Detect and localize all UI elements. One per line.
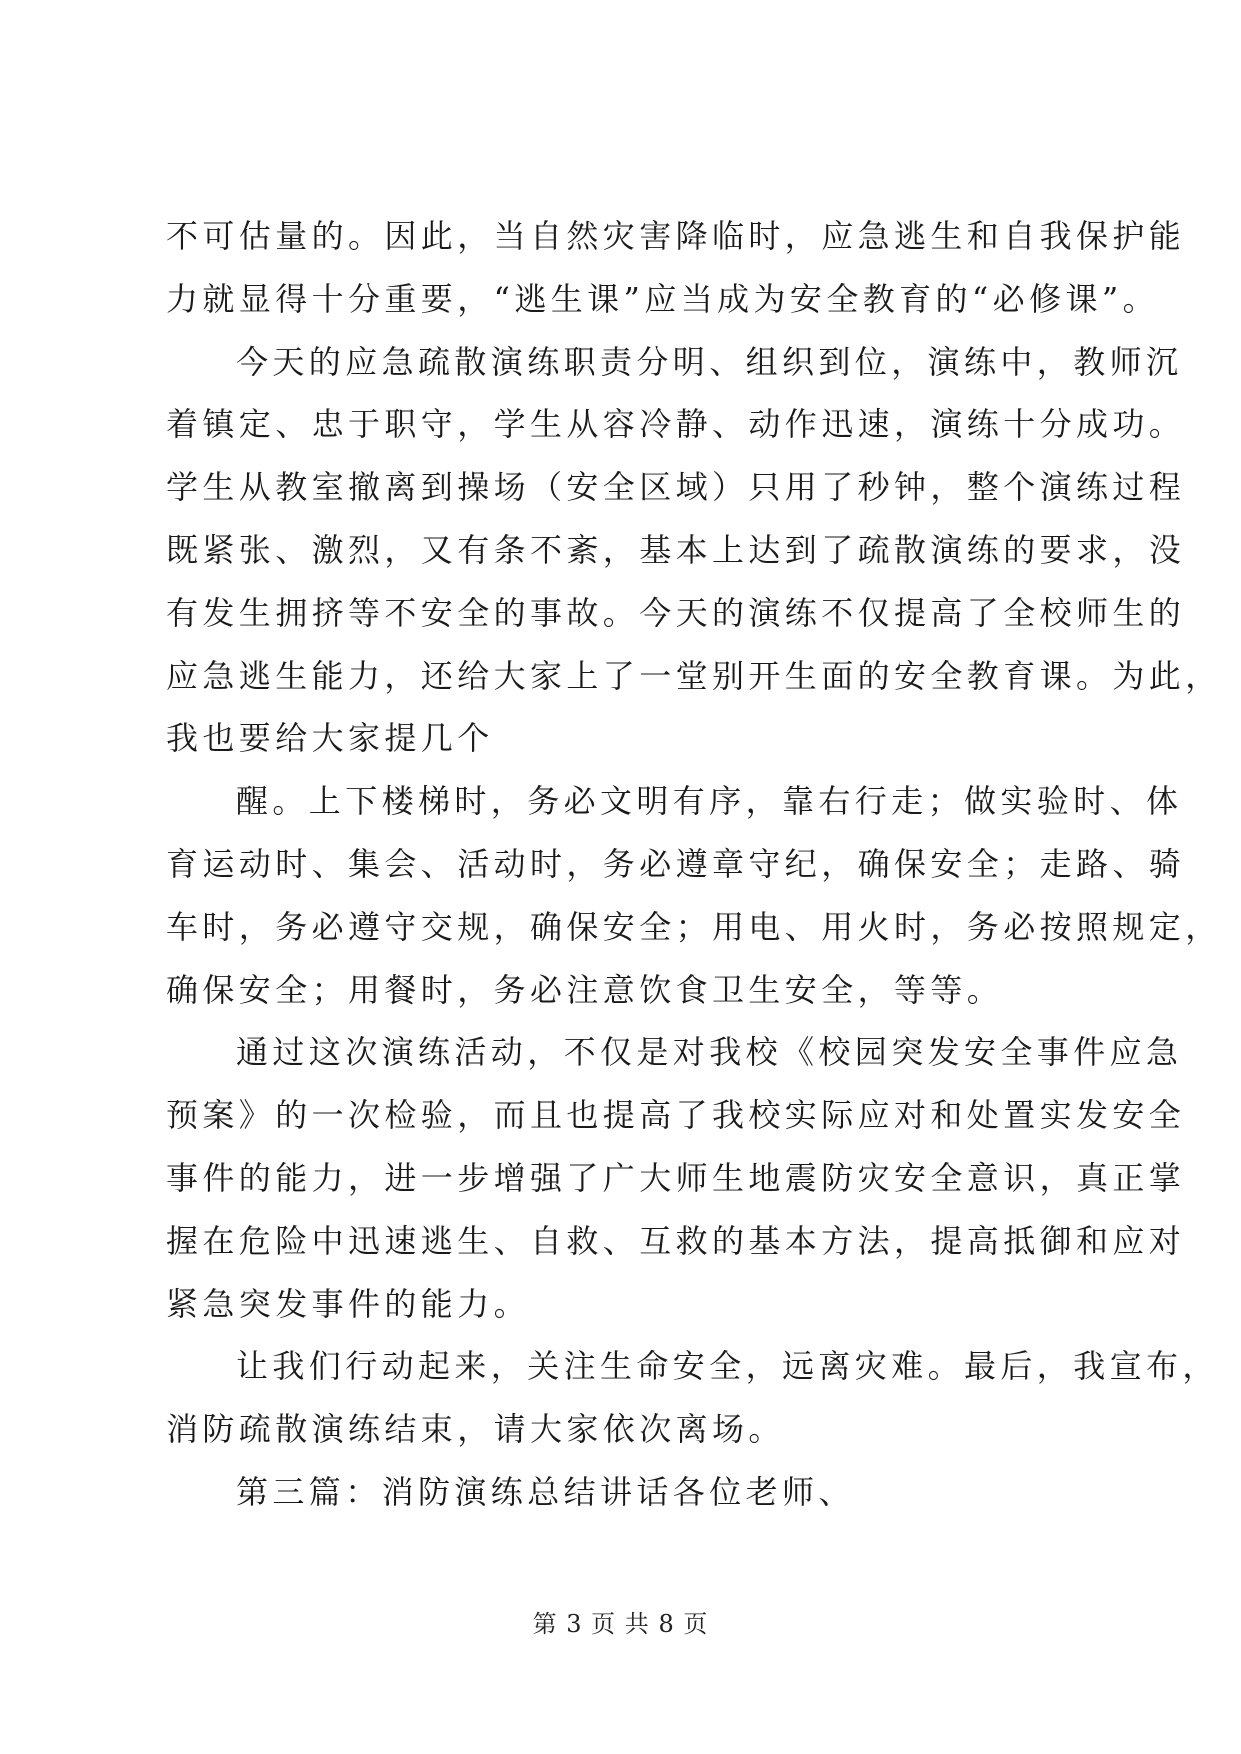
text-line: 应急逃生能力，还给大家上了一堂别开生面的安全教育课。为此， [166, 656, 1222, 695]
text-line: 力就显得十分重要，“逃生课”应当成为安全教育的“必修课”。 [166, 279, 1160, 318]
document-body [166, 205, 1222, 1524]
text-line: 学生从教室撤离到操场（安全区域）只用了秒钟，整个演练过程 [166, 468, 1186, 507]
section-heading-line: 第三篇：消防演练总结讲话各位老师、 [236, 1472, 855, 1511]
text-line: 预案》的一次检验，而且也提高了我校实际应对和处置实发安全 [166, 1096, 1186, 1135]
text-line: 有发生拥挤等不安全的事故。今天的演练不仅提高了全校师生的 [166, 593, 1186, 632]
paragraph-start-line: 醒。上下楼梯时，务必文明有序，靠右行走；做实验时、体 [236, 782, 1183, 821]
text-line: 着镇定、忠于职守，学生从容冷静、动作迅速，演练十分成功。 [166, 405, 1186, 444]
text-line: 既紧张、激烈，又有条不紊，基本上达到了疏散演练的要求，没 [166, 530, 1186, 569]
text-line: 不可估量的。因此，当自然灾害降临时，应急逃生和自我保护能 [166, 217, 1186, 255]
text-line: 紧急突发事件的能力。 [166, 1284, 531, 1323]
text-line: 育运动时、集会、活动时，务必遵章守纪，确保安全；走路、骑 [166, 844, 1186, 883]
page-number-footer: 第 3 页 共 8 页 [532, 1610, 709, 1638]
text-line: 确保安全；用餐时，务必注意饮食卫生安全，等等。 [166, 970, 1004, 1009]
text-line: 消防疏散演练结束，请大家依次离场。 [166, 1410, 785, 1449]
text-line: 握在危险中迅速逃生、自救、互救的基本方法，提高抵御和应对 [166, 1221, 1186, 1260]
paragraph-start-line: 让我们行动起来，关注生命安全，远离灾难。最后，我宣布， [236, 1347, 1219, 1386]
paragraph-start-line: 今天的应急疏散演练职责分明、组织到位，演练中，教师沉 [236, 342, 1183, 381]
text-line: 我也要给大家提几个 [166, 719, 494, 758]
paragraph-start-line: 通过这次演练活动，不仅是对我校《校园突发安全事件应急 [236, 1033, 1183, 1072]
text-line: 事件的能力，进一步增强了广大师生地震防灾安全意识，真正掌 [166, 1158, 1186, 1197]
text-line: 车时，务必遵守交规，确保安全；用电、用火时，务必按照规定， [166, 907, 1222, 946]
